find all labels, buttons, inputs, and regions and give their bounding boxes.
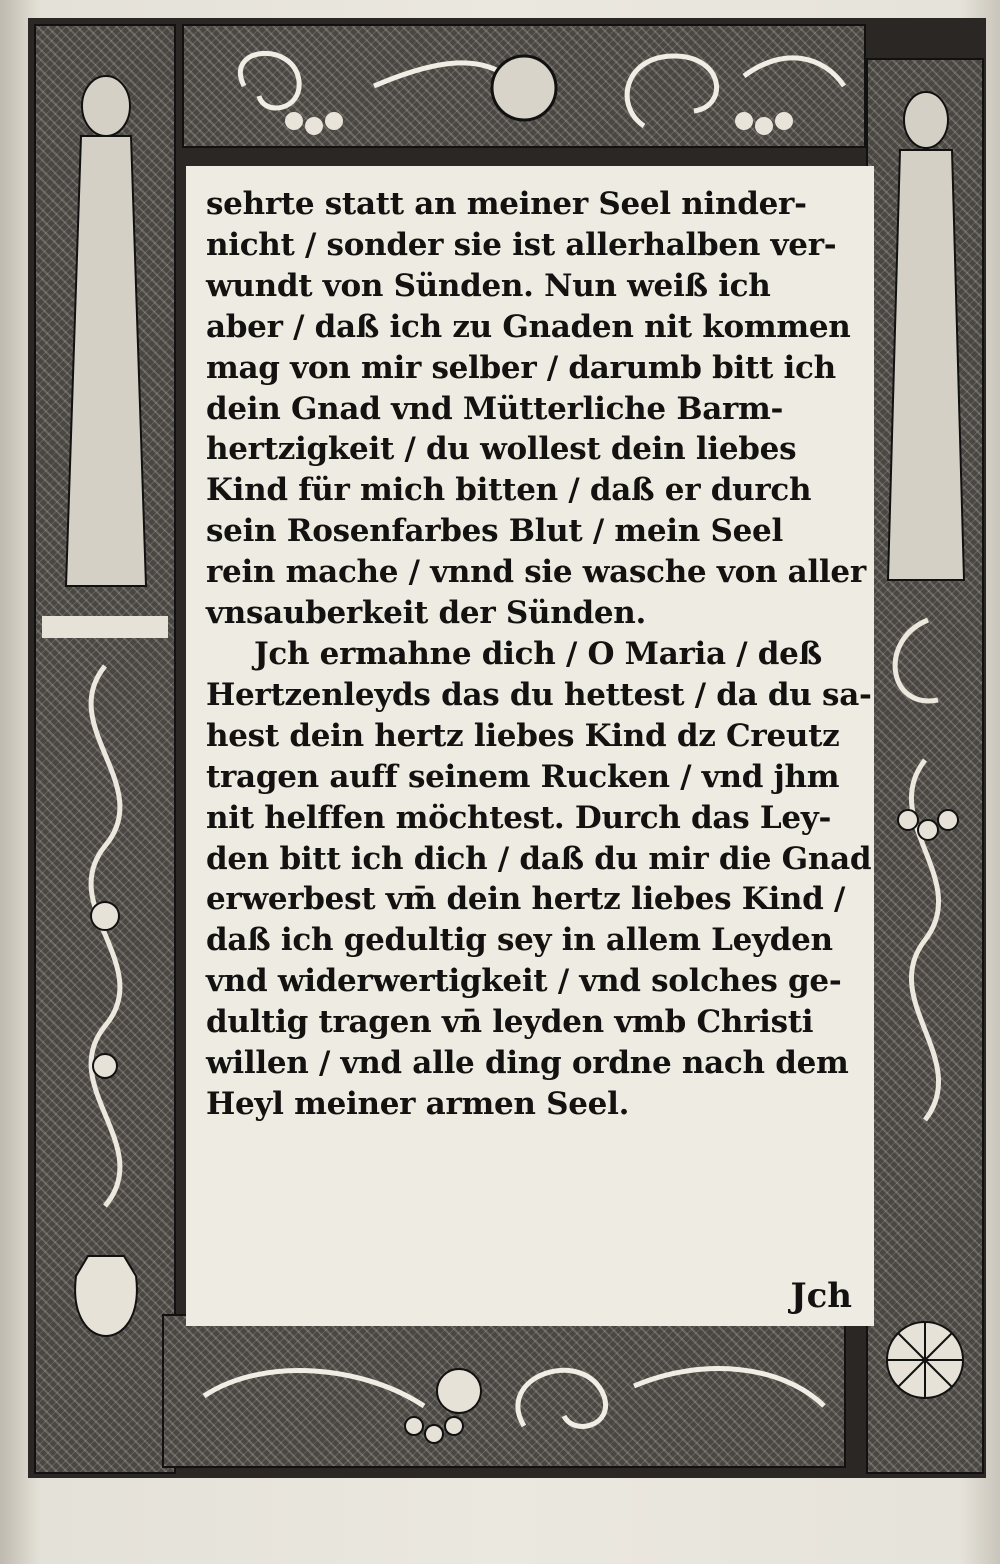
text-block bbox=[186, 166, 874, 1326]
text-line: willen / vnd alle ding ordne nach dem bbox=[206, 1045, 849, 1082]
woodcut-border-frame bbox=[28, 18, 986, 1478]
text-line: erwerbest vm̄ dein hertz liebes Kind / bbox=[206, 881, 846, 918]
text-line: nit helffen möchtest. Durch das Ley- bbox=[206, 799, 832, 836]
right-border-ornament bbox=[866, 58, 984, 1474]
catchword: Jch bbox=[790, 1276, 852, 1316]
text-line: sein Rosenfarbes Blut / mein Seel bbox=[206, 513, 783, 550]
text-line: tragen auff seinem Rucken / vnd jhm bbox=[206, 758, 840, 795]
text-line: nicht / sonder sie ist allerhalben ver- bbox=[206, 226, 837, 263]
text-line: aber / daß ich zu Gnaden nit kommen bbox=[206, 308, 851, 345]
text-line: daß ich gedultig sey in allem Leyden bbox=[206, 922, 833, 959]
text-line: Hertzenleyds das du hettest / da du sa- bbox=[206, 676, 872, 713]
paragraph-start-line: Jch ermahne dich / O Maria / deß bbox=[254, 635, 822, 672]
text-line: dein Gnad vnd Mütterliche Barm- bbox=[206, 390, 784, 427]
text-line: Kind für mich bitten / daß er durch bbox=[206, 472, 812, 509]
text-line: hest dein hertz liebes Kind dz Creutz bbox=[206, 717, 840, 754]
left-border-ornament bbox=[34, 24, 176, 1474]
text-line: sehrte statt an meiner Seel ninder- bbox=[206, 186, 807, 222]
page-text bbox=[206, 184, 872, 1125]
text-line: wundt von Sünden. Nun weiß ich bbox=[206, 267, 771, 304]
text-line: mag von mir selber / darumb bitt ich bbox=[206, 349, 836, 386]
text-line: Heyl meiner armen Seel. bbox=[206, 1085, 630, 1122]
text-line: dultig tragen vn̄ leyden vmb Christi bbox=[206, 1004, 814, 1041]
top-border-ornament bbox=[182, 24, 866, 148]
text-line: vnsauberkeit der Sünden. bbox=[206, 595, 646, 632]
text-line: vnd widerwertigkeit / vnd solches ge- bbox=[206, 963, 842, 1000]
text-line: rein mache / vnnd sie wasche von aller bbox=[206, 554, 866, 591]
bottom-border-ornament bbox=[162, 1314, 846, 1468]
text-line: hertzigkeit / du wollest dein liebes bbox=[206, 431, 797, 468]
text-line: den bitt ich dich / daß du mir die Gnad bbox=[206, 840, 872, 877]
